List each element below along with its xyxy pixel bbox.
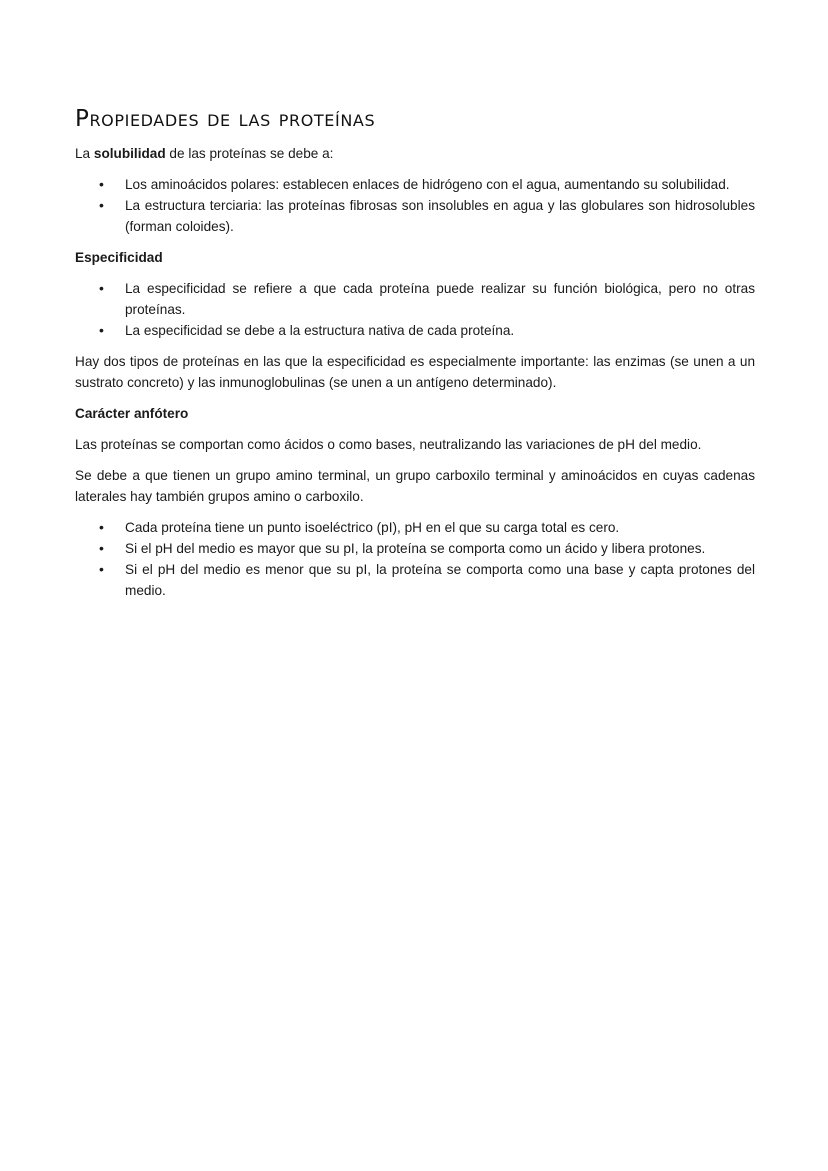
list-item [75,174,755,195]
list-item-text: La especificidad se debe a la estructura nativa de cada proteína. [125,323,515,338]
bullet-icon: • [99,197,104,213]
list-item-text: La especificidad se refiere a que cada proteína puede realizar su función biológica, pero no otras proteínas. [125,281,755,317]
solubilidad-intro [75,143,755,164]
especificidad-heading: Especificidad [75,250,163,265]
solubilidad-term: solubilidad [93,146,166,161]
solubilidad-list [75,174,755,237]
especificidad-list [75,278,755,341]
page-title: Propiedades de las proteínas [75,106,376,132]
bullet-icon: • [99,540,104,556]
solubilidad-intro-prefix: La [75,146,94,161]
bullet-icon: • [99,322,104,338]
list-item-text: Si el pH del medio es menor que su pI, la proteína se comporta como una base y capta protones del medio. [125,562,755,598]
anfotero-list [75,517,755,601]
anfotero-paragraph-2: Se debe a que tienen un grupo amino terminal, un grupo carboxilo terminal y aminoácidos en cuyas cadenas laterales hay también grupos amino o carboxilo. [75,468,755,504]
list-item [75,538,755,559]
especificidad-paragraph: Hay dos tipos de proteínas en las que la especificidad es especialmente importante: las enzimas (se unen a un sustrato concreto) y las inmunoglobulinas (se unen a un antígeno determinado). [75,354,755,390]
anfotero-heading: Carácter anfótero [75,406,189,421]
list-item [75,559,755,601]
bullet-icon: • [99,519,104,535]
list-item-text: Si el pH del medio es mayor que su pI, la proteína se comporta como un ácido y libera protones. [125,541,706,556]
list-item [75,320,755,341]
list-item [75,195,755,237]
list-item [75,517,755,538]
solubilidad-intro-suffix: de las proteínas se debe a: [165,146,334,161]
list-item-text: La estructura terciaria: las proteínas fibrosas son insolubles en agua y las globulares son hidrosolubles (forman coloides). [125,198,755,234]
document-page [75,104,755,611]
bullet-icon: • [99,280,104,296]
list-item [75,278,755,320]
bullet-icon: • [99,561,104,577]
list-item-text: Cada proteína tiene un punto isoeléctrico (pI), pH en el que su carga total es cero. [125,520,620,535]
anfotero-paragraph-1: Las proteínas se comportan como ácidos o como bases, neutralizando las variaciones de pH del medio. [75,437,702,452]
bullet-icon: • [99,176,104,192]
list-item-text: Los aminoácidos polares: establecen enlaces de hidrógeno con el agua, aumentando su solubilidad. [125,177,730,192]
